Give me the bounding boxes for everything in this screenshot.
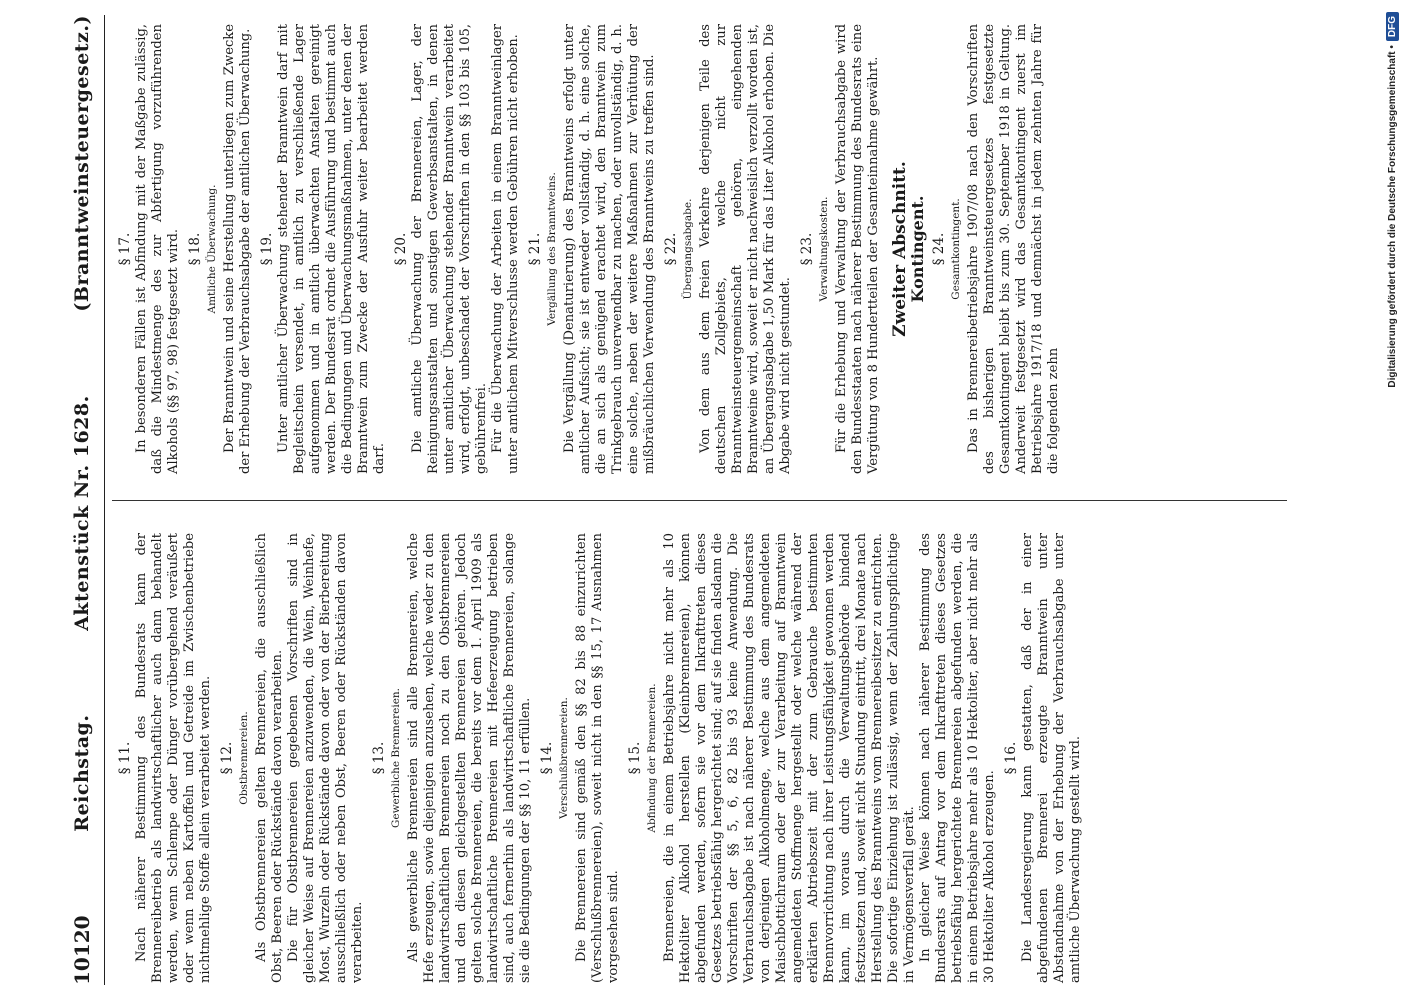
section-number: § 15.	[627, 741, 643, 775]
section-heading: Übergangsabgabe.	[682, 198, 694, 300]
paragraph: Für die Überwachung der Arbeiten in einem Branntweinlager unter amtlichem Mitverschlusse werden Gebühren nicht erhoben.	[490, 24, 521, 474]
page-header	[60, 15, 104, 985]
paragraph: Brennereien, die in einem Betriebsjahre nicht mehr als 10 Hektoliter Alkohol herstellen (Kleinbrennereien), können abgefunden werden, sofern sie vor dem Inkrafttreten dieses Gesetzes betriebsfähig hergerichtet sind; auf sie finden alsdann die Vorschriften der §§ 5, 6, 82 bis 93 keine Anwendung. Die Verbrauchsabgabe ist nach näherer Bestimmung des Bundesrats von derjenigen Alkoholmenge, welche aus dem angemeldeten Maischbottichraum oder der zur Verarbeitung auf Branntwein angemeldeten Stoffmenge hergestellt oder welche während der erklärten Abtriebszeit mit der zum Gebrauche bestimmten Brennvorrichtung nach ihrer Leistungsfähigkeit gewonnen werden kann, im voraus durch die Verwaltungsbehörde bindend festzusetzen und, soweit nicht Stundung eintritt, drei Monate nach Herstellung des Branntweins vom Brennereibesitzer zu entrichten. Die sofortige Einziehung ist zulässig, wenn der Zahlungspflichtige in Vermögensverfall gerät.	[662, 533, 917, 983]
section-number: § 11.	[117, 741, 133, 775]
document-subject: (Branntweinsteuergesetz.)	[71, 15, 93, 312]
paragraph: Die amtliche Überwachung der Brennereien, Lager, der Reinigungsanstalten und sonstigen Gewerbsanstalten, in denen unter amtlicher Überwachung stehender Branntwein verarbeitet wird, erfolgt, unbeschadet der Vorschriften in den §§ 103 bis 105, gebührenfrei.	[410, 24, 489, 474]
section-number: § 21.	[527, 232, 543, 266]
paragraph: In besonderen Fällen ist Abfindung mit der Maßgabe zulässig, daß die Mindestmenge des zur Abfertigung vorzuführenden Alkohols (§§ 97, 98) festgesetzt wird.	[134, 24, 181, 474]
paragraph: Die Vergällung (Denaturierung) des Branntweins erfolgt unter amtlicher Aufsicht; sie ist entweder vollständig, d. h. eine solche, die an sich als genügend erachtet wird, den Branntwein zum Trinkgebrauch unverwendbar zu machen, oder unvollständig, d. h. eine solche, neben der weitere Maßnahmen zur Verhütung der mißbräuchlichen Verwendung des Branntweins zu treffen sind.	[562, 24, 657, 474]
section-number: § 18.	[187, 232, 203, 266]
paragraph: Als Obstbrennereien gelten Brennereien, die ausschließlich Obst, Beeren oder Rückstände davon verarbeiten.	[254, 533, 285, 983]
paragraph: In gleicher Weise können nach näherer Bestimmung des Bundesrats auf Antrag vor dem Inkrafttreten dieses Gesetzes betriebsfähig hergerichtete Brennereien abgefunden werden, die in einem Betriebsjahre mehr als 10 Hektoliter, aber nicht mehr als 30 Hektoliter Alkohol erzeugen.	[918, 533, 997, 983]
section-number: § 24.	[931, 232, 947, 266]
section-heading: Obstbrennereien.	[238, 711, 250, 805]
section-number: § 17.	[117, 232, 133, 266]
digitization-credit	[1356, 0, 1398, 1000]
publication-name: Reichstag.	[71, 714, 93, 832]
paragraph: Die für Obstbrennereien gegebenen Vorschriften sind in gleicher Weise auf Brennereien anzuwenden, die Wein, Weinhefe, Most, Wurzeln oder Rückstände davon oder von der Bierbereitung ausschließlich oder neben Obst, Beeren oder Rückständen davon verarbeiten.	[286, 533, 365, 983]
section-heading: Abfindung der Brennereien.	[646, 683, 658, 833]
paragraph: Für die Erhebung und Verwaltung der Verbrauchsabgabe wird den Bundesstaaten nach näherer Bestimmung des Bundesrats eine Vergütung von 8 Hundertteilen der Gesamteinnahme gewährt.	[834, 24, 881, 474]
right-column	[112, 24, 1062, 474]
column-divider	[112, 500, 1287, 501]
section-heading: Verschlußbrennereien.	[558, 697, 570, 819]
section-number: § 12.	[219, 741, 235, 775]
section-number: § 16.	[1003, 741, 1019, 775]
header-rule	[104, 15, 105, 985]
page-number: 10120	[70, 915, 94, 985]
paragraph: Von dem aus dem freien Verkehre derjenigen Teile des deutschen Zollgebiets, welche nicht zur Branntweinsteuergemeinschaft gehören, eingehenden Branntweine wird, soweit er nicht nachweislich verzollt worden ist, an Übergangsabgabe 1,50 Mark für das Liter Alkohol erhoben. Die Abgabe wird nicht gestundet.	[698, 24, 793, 474]
paragraph: Die Landesregierung kann gestatten, daß der in einer abgefundenen Brennerei erzeugte Branntwein unter Abstandnahme von der Erhebung der Verbrauchsabgabe unter amtliche Überwachung gestellt wird.	[1020, 533, 1083, 983]
paragraph: Als gewerbliche Brennereien sind alle Brennereien, welche Hefe erzeugen, sowie diejenigen anzusehen, welche weder zu den landwirtschaftlichen Brennereien noch zu den Obstbrennereien und den diesen gleichgestellten Brennereien gehören. Jedoch gelten solche Brennereien, die bereits vor dem 1. April 1909 als landwirtschaftliche Brennereien mit Hefeerzeugung betrieben sind, auch fernerhin als landwirtschaftliche Brennereien, solange sie die Bedingungen der §§ 10, 11 erfüllen.	[406, 533, 533, 983]
credit-text: Digitalisierung gefördert durch die Deutsche Forschungsgemeinschaft •	[1386, 45, 1398, 388]
section-heading: Vergällung des Branntweins.	[546, 172, 558, 326]
paragraph: Unter amtlicher Überwachung stehender Branntwein darf mit Begleitschein versendet, in amtlich zu verschließende Lager aufgenommen und in amtlich überwachten Anstalten gereinigt werden. Der Bundesrat ordnet die Ausführung und bestimmt auch die Bedingungen und Überwachungsmaßnahmen, unter denen der Branntwein zum Zwecke der Ausfuhr weiter bearbeitet werden darf.	[276, 24, 387, 474]
section-number: § 19.	[259, 232, 275, 266]
section-number: § 22.	[663, 232, 679, 266]
part-title: Kontingent.	[908, 195, 927, 303]
paragraph: Nach näherer Bestimmung des Bundesrats kann der Brennereibetrieb als landwirtschaftlicher auch dann behandelt werden, wenn Schlempe oder Dünger vorübergehend veräußert oder wenn neben Kartoffeln und Getreide im Zwischenbetriebe nichtmehlige Stoffe allein verarbeitet werden.	[134, 533, 213, 983]
section-heading: Gewerbliche Brennereien.	[390, 687, 402, 829]
section-heading: Gesamtkontingent.	[950, 198, 962, 300]
section-number: § 23.	[799, 232, 815, 266]
section-number: § 13.	[371, 741, 387, 775]
section-heading: Amtliche Überwachung.	[206, 184, 218, 314]
part-heading: Zweiter Abschnitt.	[890, 161, 910, 337]
section-number: § 14.	[539, 741, 555, 775]
paragraph: Der Branntwein und seine Herstellung unterliegen zum Zwecke der Erhebung der Verbrauchsabgabe der amtlichen Überwachung.	[222, 24, 253, 474]
document-title: Aktenstück Nr. 1628.	[71, 395, 93, 631]
dfg-logo: DFG	[1386, 12, 1399, 41]
paragraph: Die Brennereien sind gemäß den §§ 82 bis 88 einzurichten (Verschlußbrennereien), soweit nicht in den §§ 15, 17 Ausnahmen vorgesehen sind.	[574, 533, 621, 983]
section-heading: Verwaltungskosten.	[818, 196, 830, 302]
paragraph: Das in Brennereibetriebsjahre 1907/08 nach den Vorschriften des bisherigen Branntweinsteuergesetzes festgesetzte Gesamtkontingent bleibt bis zum 30. September 1918 in Geltung. Anderweit festgesetzt wird das Gesamtkontingent zuerst im Betriebsjahre 1917/18 und demnächst in jedem zehnten Jahre für die folgenden zehn	[966, 24, 1061, 474]
section-number: § 20.	[393, 232, 409, 266]
left-column	[112, 533, 1084, 983]
